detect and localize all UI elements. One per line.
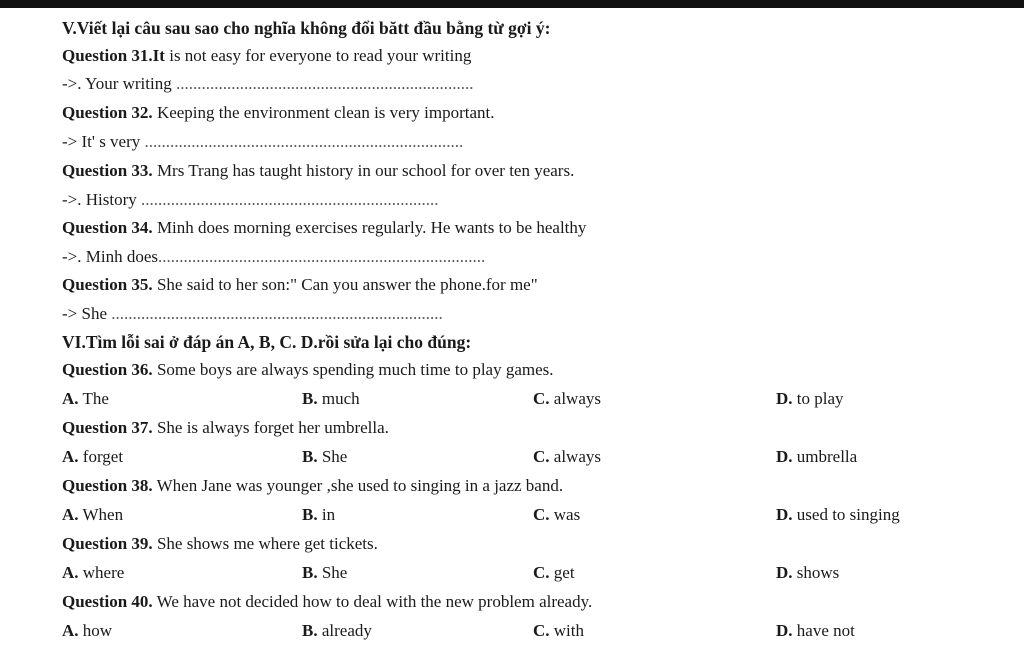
option-d: D. to play [776, 389, 844, 408]
question-33 [62, 161, 574, 181]
question-number: Question 34. [62, 218, 153, 237]
option-c: C. get [533, 563, 575, 582]
question-39 [62, 534, 378, 554]
question-number: Question 36. [62, 360, 153, 379]
answer-line-33 [62, 190, 439, 210]
answer-line-32 [62, 132, 463, 152]
question-37 [62, 418, 389, 438]
question-number: Question 31.It [62, 46, 165, 65]
question-text: Keeping the environment clean is very important. [152, 103, 495, 122]
question-text: Minh does morning exercises regularly. He wants to be healthy [152, 218, 587, 237]
question-number: Question 32. [62, 103, 153, 122]
answer-prompt: -> It' s very [62, 132, 145, 151]
question-text: She said to her son:" Can you answer the phone.for me" [152, 275, 538, 294]
worksheet-page [0, 8, 1024, 664]
question-38 [62, 476, 563, 496]
option-b: B. much [302, 389, 360, 408]
question-number: Question 40. [62, 592, 153, 611]
question-text: When Jane was younger ,she used to singing in a jazz band. [152, 476, 564, 495]
answer-prompt: ->. Minh does [62, 247, 158, 266]
question-text: is not easy for everyone to read your writing [164, 46, 472, 65]
option-b: B. already [302, 621, 372, 640]
answer-blank: ............................................................................. [158, 247, 486, 266]
option-c: C. always [533, 389, 601, 408]
option-d: D. shows [776, 563, 840, 582]
option-d: D. used to singing [776, 505, 900, 524]
question-32 [62, 103, 494, 123]
option-a: A. When [62, 505, 124, 524]
option-a: A. how [62, 621, 113, 640]
answer-blank: .............................................................................. [111, 304, 443, 323]
question-40 [62, 592, 592, 612]
question-text: We have not decided how to deal with the new problem already. [152, 592, 593, 611]
answer-prompt: ->. History [62, 190, 141, 209]
question-text: Mrs Trang has taught history in our school for over ten years. [152, 161, 575, 180]
question-31 [62, 46, 471, 66]
option-c: C. with [533, 621, 585, 640]
question-number: Question 35. [62, 275, 153, 294]
answer-line-31 [62, 74, 473, 94]
section-6-heading: VI.Tìm lỗi sai ở đáp án A, B, C. D.rồi sửa lại cho đúng: [62, 332, 472, 352]
question-number: Question 38. [62, 476, 153, 495]
answer-blank: ...................................................................... [175, 74, 474, 93]
option-d: D. umbrella [776, 447, 858, 466]
option-b: B. She [302, 563, 348, 582]
question-number: Question 37. [62, 418, 153, 437]
question-number: Question 39. [62, 534, 153, 553]
answer-prompt: -> She [62, 304, 112, 323]
answer-blank: ........................................................................... [144, 132, 464, 151]
answer-prompt: ->. Your writing [62, 74, 176, 93]
option-b: B. She [302, 447, 348, 466]
option-d: D. have not [776, 621, 855, 640]
option-a: A. forget [62, 447, 124, 466]
top-border [0, 0, 1024, 8]
section-5-heading: V.Viết lại câu sau sao cho nghĩa không đổi bătt đầu bằng từ gợi ý: [62, 18, 551, 38]
option-b: B. in [302, 505, 336, 524]
question-text: Some boys are always spending much time to play games. [152, 360, 554, 379]
option-a: A. The [62, 389, 109, 408]
option-a: A. where [62, 563, 125, 582]
option-c: C. was [533, 505, 581, 524]
question-36 [62, 360, 554, 380]
option-c: C. always [533, 447, 601, 466]
question-35 [62, 275, 538, 295]
answer-blank: ...................................................................... [141, 190, 439, 209]
answer-line-34 [62, 247, 485, 267]
question-number: Question 33. [62, 161, 153, 180]
answer-line-35 [62, 304, 443, 324]
question-text: She shows me where get tickets. [152, 534, 378, 553]
question-34 [62, 218, 586, 238]
question-text: She is always forget her umbrella. [152, 418, 389, 437]
